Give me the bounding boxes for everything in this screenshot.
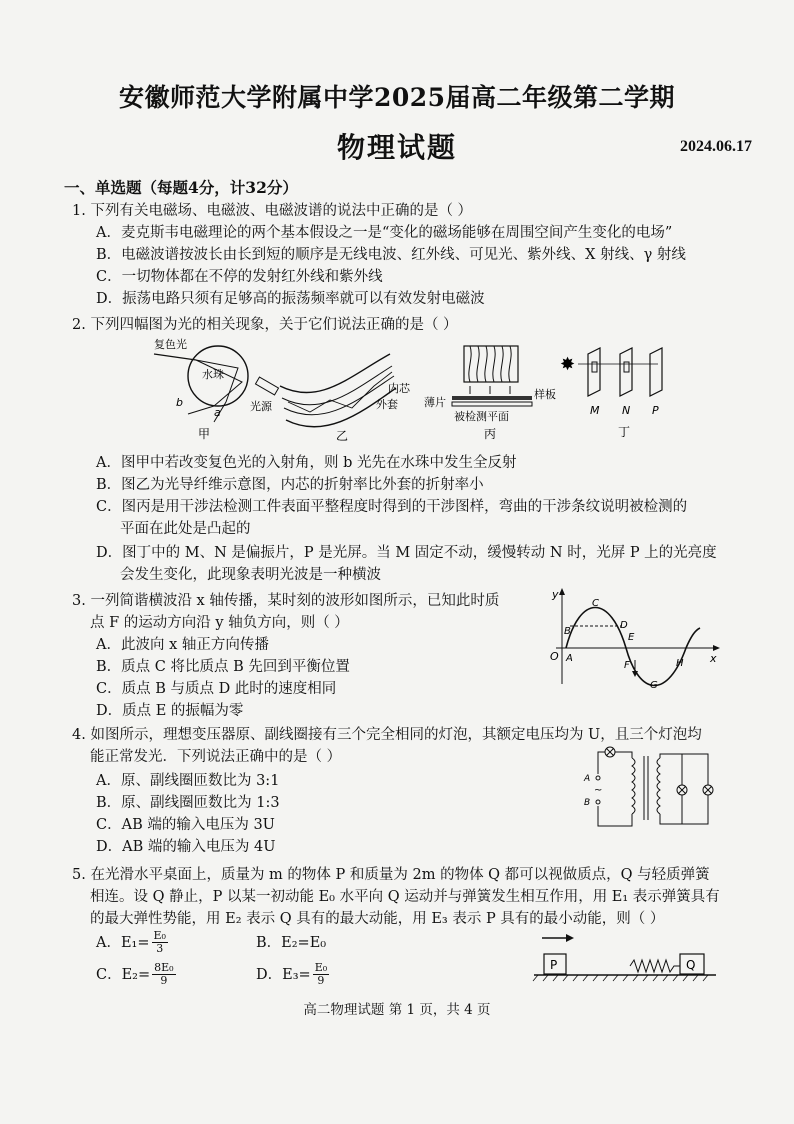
- point-o: O: [550, 650, 559, 663]
- jia-drop-label: 水珠: [202, 368, 224, 381]
- tested-surface: [452, 402, 532, 406]
- polarizer-n-slit: [624, 362, 629, 372]
- q5-option-a: [96, 930, 168, 955]
- bing-sheet-label: 薄片: [424, 396, 446, 409]
- q3-option-a: A．此波向 x 轴正方向传播: [96, 637, 269, 653]
- yi-source-label: 光源: [250, 400, 272, 413]
- wave-curve: [566, 608, 700, 686]
- primary-coil: [632, 758, 635, 814]
- q4-transformer-figure: [578, 744, 718, 834]
- q5-stem: 5. 在光滑水平桌面上，质量为 m 的物体 P 和质量为 2m 的物体 Q 都可以视做质点，Q 与轻质弹簧: [72, 867, 710, 883]
- q3-stem: 3. 一列简谐横波沿 x 轴传播，某时刻的波形如图所示，已知此时质: [72, 593, 500, 609]
- q5-option-a-fraction: [152, 930, 168, 955]
- q2-stem: 2. 下列四幅图为光的相关现象，关于它们说法正确的是（ ）: [72, 317, 458, 333]
- exam-subtitle: 物理试题: [336, 131, 457, 164]
- q3-option-c: C．质点 B 与质点 D 此时的速度相同: [96, 681, 337, 697]
- sample-plate: [452, 396, 532, 400]
- ding-n-label: N: [622, 404, 631, 417]
- q2-option-b: B．图乙为光导纤维示意图，内芯的折射率比外套的折射率小: [96, 477, 484, 493]
- q3-option-b: B．质点 C 将比质点 B 先回到平衡位置: [96, 659, 350, 675]
- q1-option-c: C．一切物体都在不停的发射红外线和紫外线: [96, 269, 383, 285]
- q1-option-d: D．振荡电路只须有足够高的振荡频率就可以有效发射电磁波: [96, 291, 485, 307]
- exam-date: 2024.06.17: [680, 138, 752, 155]
- label-b: B: [584, 798, 591, 808]
- exam-title: 安徽师范大学附属中学2025届高二年级第二学期: [118, 83, 676, 112]
- q5-option-a-label: A．E₁=: [96, 934, 150, 951]
- q4-option-b: B．原、副线圈匝数比为 1:3: [96, 795, 280, 811]
- q4-stem-cont: 能正常发光．下列说法正确中的是（ ）: [90, 749, 342, 765]
- q3-option-d: D．质点 E 的振幅为零: [96, 703, 244, 719]
- primary-wire-bottom: [598, 806, 632, 826]
- q5-option-d-fraction: [313, 962, 329, 987]
- y-arrow: [559, 588, 565, 595]
- q5-option-c-label: C．E₂=: [96, 966, 151, 983]
- q5-option-b: B．E₂=E₀: [256, 935, 327, 951]
- screen-p: [650, 348, 662, 396]
- block-p-label: P: [550, 958, 558, 972]
- q4-option-c: C．AB 端的输入电压为 3U: [96, 817, 275, 833]
- exit-ray-b: [188, 406, 214, 414]
- x-arrow: [713, 645, 720, 651]
- fraction-numerator: E₀: [153, 929, 166, 942]
- ding-p-label: P: [652, 404, 659, 417]
- point-a: A: [566, 653, 573, 664]
- fraction-numerator: E₀: [314, 961, 328, 974]
- figure-bing: [424, 346, 556, 441]
- block-q-label: Q: [686, 958, 696, 972]
- incident-ray: [154, 354, 196, 360]
- q1-option-b: B．电磁波谱按波长由长到短的顺序是无线电波、红外线、可见光、紫外线、X 射线、γ 射线: [96, 247, 686, 263]
- q2-figures: [130, 336, 690, 448]
- q1-stem: 1. 下列有关电磁场、电磁波、电磁波谱的说法中正确的是（ ）: [72, 203, 473, 219]
- fraction-denominator: 9: [317, 974, 325, 987]
- velocity-arrowhead: [566, 934, 574, 942]
- fringe-lines: [469, 346, 511, 382]
- q3-wave-figure: [536, 584, 726, 694]
- q2-option-a: A．图甲中若改变复色光的入射角，则 b 光先在水珠中发生全反射: [96, 455, 517, 471]
- q3-stem-cont: 点 F 的运动方向沿 y 轴负方向，则（ ）: [90, 615, 349, 631]
- section-heading: 一、单选题（每题4分，计32分）: [64, 178, 298, 197]
- fraction-numerator: 8E₀: [154, 961, 174, 974]
- ac-symbol: ~: [594, 785, 603, 796]
- q5-stem-cont2: 的最大弹性势能，用 E₂ 表示 Q 具有的最大动能，用 E₃ 表示 P 具有的最小动能，则（ ）: [90, 911, 665, 927]
- ding-m-label: M: [590, 404, 600, 417]
- secondary-coil: [657, 758, 660, 814]
- figure-ding: [560, 348, 662, 439]
- q1-option-a: A．麦克斯韦电磁理论的两个基本假设之一是“变化的磁场能够在周围空间产生变化的电场”: [96, 225, 673, 241]
- point-d: D: [620, 620, 628, 631]
- q5-option-d: [256, 962, 329, 987]
- q5-spring-figure: [530, 928, 720, 986]
- spring: [630, 960, 680, 972]
- q5-stem-cont1: 相连。设 Q 静止，P 以某一初动能 E₀ 水平向 Q 运动并与弹簧发生相互作用，用 E₁ 表示弹簧具有: [90, 889, 720, 905]
- table-hatching: [533, 975, 708, 981]
- figure-jia: [154, 337, 248, 441]
- figure-yi: [250, 354, 411, 443]
- ding-caption: 丁: [618, 425, 631, 439]
- q5-option-c-fraction: [152, 962, 175, 987]
- jia-b-label: b: [176, 396, 183, 409]
- yi-clad-label: 外套: [376, 398, 398, 411]
- bing-surface-label: 被检测平面: [454, 410, 509, 423]
- fraction-denominator: 3: [156, 942, 164, 955]
- q2-option-d: D．图丁中的 M、N 是偏振片，P 是光屏。当 M 固定不动，缓慢转动 N 时，光屏 P 上的光亮度: [96, 545, 717, 561]
- point-b: B: [564, 626, 571, 637]
- q4-stem: 4. 如图所示，理想变压器原、副线圈接有三个完全相同的灯泡，其额定电压均为 U，且三个灯泡均: [72, 727, 702, 743]
- q2-option-d-cont: 会发生变化，此现象表明光波是一种横波: [120, 567, 381, 583]
- primary-wire: [624, 752, 632, 758]
- polarizer-m-slit: [592, 362, 597, 372]
- terminal-b: [596, 800, 600, 804]
- yi-caption: 乙: [336, 429, 349, 443]
- ray-path-a: [196, 360, 238, 402]
- axis-y-label: y: [552, 588, 559, 601]
- jia-caption: 甲: [198, 427, 211, 441]
- label-a: A: [584, 774, 591, 784]
- q2-option-c-cont: 平面在此处是凸起的: [120, 521, 251, 537]
- q5-option-c: [96, 962, 176, 987]
- q2-option-c: C．图丙是用干涉法检测工件表面平整程度时得到的干涉图样，弯曲的干涉条纹说明被检测的: [96, 499, 688, 515]
- q4-option-a: A．原、副线圈匝数比为 3:1: [96, 773, 280, 789]
- point-f: F: [624, 660, 630, 671]
- point-g: G: [650, 680, 658, 691]
- fraction-denominator: 9: [160, 974, 168, 987]
- bing-caption: 丙: [484, 427, 497, 441]
- point-h: H: [676, 658, 684, 669]
- light-source-icon: ✸: [560, 354, 576, 375]
- jia-light-label: 复色光: [154, 338, 187, 351]
- bing-plate-label: 样板: [534, 388, 556, 401]
- light-source: [255, 377, 278, 395]
- page-footer: 高二物理试题 第 1 页，共 4 页: [303, 1002, 491, 1018]
- q5-option-d-label: D．E₃=: [256, 966, 311, 983]
- ray-path-b: [196, 360, 242, 406]
- jia-a-label: a: [214, 406, 221, 419]
- terminal-a: [596, 776, 600, 780]
- point-c: C: [592, 598, 599, 609]
- yi-core-label: 内芯: [388, 382, 410, 395]
- axis-x-label: x: [710, 652, 717, 665]
- point-e: E: [628, 632, 635, 643]
- q4-option-d: D．AB 端的输入电压为 4U: [96, 839, 276, 855]
